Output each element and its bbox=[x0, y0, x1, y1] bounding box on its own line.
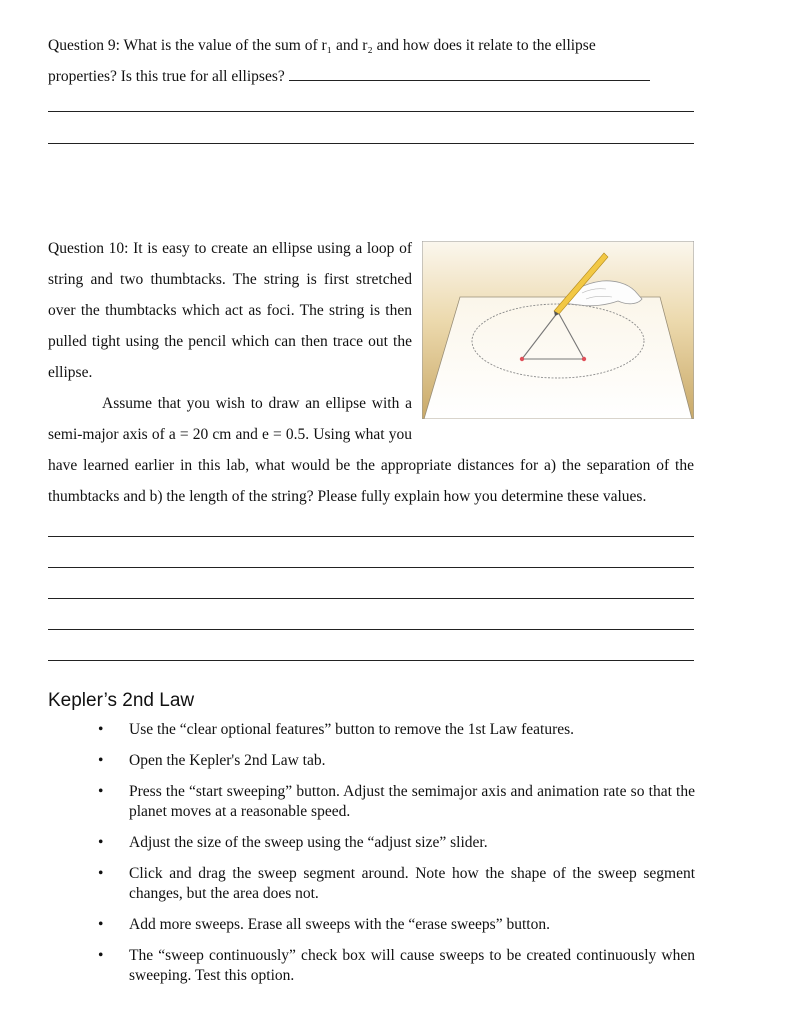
list-item bbox=[98, 946, 695, 986]
list-item bbox=[98, 915, 695, 935]
list-item bbox=[98, 833, 695, 853]
q9-line-1: Question 9: What is the value of the sum of r₁ and r₂ and how does it relate to the ellipse bbox=[48, 37, 596, 54]
thumbtack-left-icon bbox=[520, 357, 524, 361]
paper-sheet bbox=[424, 297, 692, 419]
bullet-icon: • bbox=[98, 721, 104, 738]
list-item bbox=[98, 782, 695, 822]
q9-line-2 bbox=[48, 61, 694, 92]
list-item-text: Use the “clear optional features” button to remove the 1st Law features. bbox=[129, 721, 575, 738]
q10-intro: Question 10: It is easy to create an ellipse using a loop of string and two thumbtacks. The string is first stretched over the thumbtacks which act as foci. The string is then pulled tight using the pencil which can then trace out the ellipse. bbox=[48, 240, 412, 381]
bullet-icon: • bbox=[98, 865, 104, 882]
q9-prompt: properties? Is this true for all ellipses? bbox=[48, 68, 285, 85]
answer-line-q10-3[interactable] bbox=[48, 598, 694, 599]
q10-instructions: Assume that you wish to draw an ellipse with a semi-major axis of a = 20 cm and e = 0.5. Using what you have learned earlier in this lab, what would be the appropriate distances for a) the separation of the thumbtacks and b) the length of the string? Please fully explain how you determine these values. bbox=[48, 395, 694, 505]
section-heading-kepler-2nd-law: Kepler’s 2nd Law bbox=[48, 690, 195, 711]
answer-line-q9-1[interactable] bbox=[48, 111, 694, 112]
list-item-text: The “sweep continuously” check box will cause sweeps to be created continuously when sweeping. Test this option. bbox=[129, 947, 695, 984]
list-item-text: Click and drag the sweep segment around. Note how the shape of the sweep segment changes, but the area does not. bbox=[129, 865, 695, 902]
list-item bbox=[98, 751, 695, 771]
kepler2-instruction-list bbox=[98, 720, 695, 997]
answer-line-q9-2[interactable] bbox=[48, 143, 694, 144]
bullet-icon: • bbox=[98, 834, 104, 851]
list-item-text: Open the Kepler's 2nd Law tab. bbox=[129, 752, 326, 769]
list-item bbox=[98, 720, 695, 740]
question-9 bbox=[48, 30, 694, 92]
list-item bbox=[98, 864, 695, 904]
answer-line-q10-1[interactable] bbox=[48, 536, 694, 537]
answer-line-q10-5[interactable] bbox=[48, 660, 694, 661]
question-10 bbox=[48, 233, 694, 512]
answer-line-q10-2[interactable] bbox=[48, 567, 694, 568]
bullet-icon: • bbox=[98, 916, 104, 933]
list-item-text: Press the “start sweeping” button. Adjust the semimajor axis and animation rate so that the planet moves at a reasonable speed. bbox=[129, 783, 695, 820]
bullet-icon: • bbox=[98, 752, 104, 769]
bullet-icon: • bbox=[98, 783, 104, 800]
list-item-text: Add more sweeps. Erase all sweeps with the “erase sweeps” button. bbox=[129, 916, 550, 933]
bullet-icon: • bbox=[98, 947, 104, 964]
ellipse-drawing-figure bbox=[422, 241, 694, 419]
answer-line-q10-4[interactable] bbox=[48, 629, 694, 630]
list-item-text: Adjust the size of the sweep using the “adjust size” slider. bbox=[129, 834, 488, 851]
thumbtack-right-icon bbox=[582, 357, 586, 361]
answer-line-q9-inline[interactable] bbox=[289, 80, 650, 81]
